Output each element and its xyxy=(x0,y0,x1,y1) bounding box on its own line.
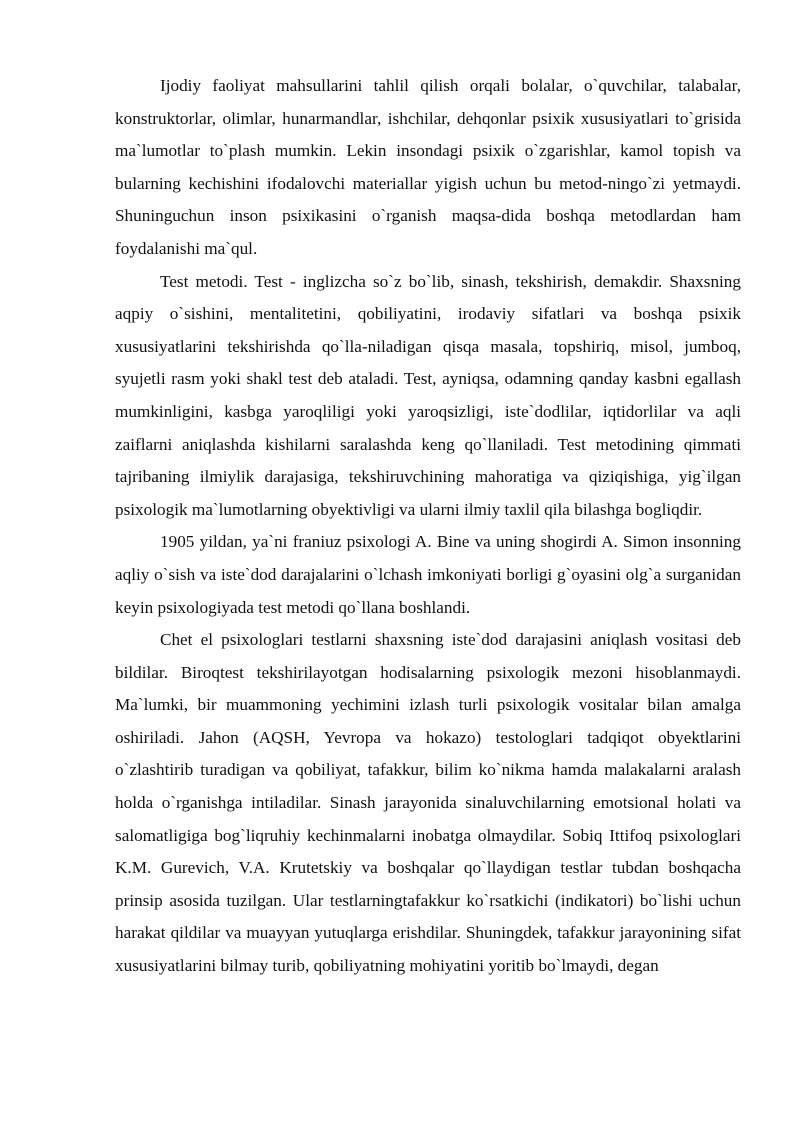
paragraph-2: Test metodi. Test - inglizcha so`z bo`lib, sinash, tekshirish, demakdir. Shaxsning aqpiy o`sishini, mentalitetini, qobiliyatini, irodaviy sifatlari va boshqa psixik xususiyatlarini tekshirishda qo`lla-niladigan qisqa masala, topshiriq, misol, jumboq, syujetli rasm yoki shakl test deb ataladi. Test, ayniqsa, odamning qanday kasbni egallash mumkinligini, kasbga yaroqliligi yoki yaroqsizligi, iste`dodlilar, iqtidorlilar va aqli zaiflarni aniqlashda kishilarni saralashda keng qo`llaniladi. Test metodining qimmati tajribaning ilmiylik darajasiga, tekshiruvchining mahoratiga va qiziqishiga, yig`ilgan psixologik ma`lumotlarning obyektivligi va ularni ilmiy taxlil qila bilashga bogliqdir. xyxy=(115,271,741,519)
paragraph-3: 1905 yildan, ya`ni franiuz psixologi A. Bine va uning shogirdi A. Simon insonning aqliy o`sish va iste`dod darajalarini o`lchash imkoniyati borligi g`oyasini olg`a surganidan keyin psixologiyada test metodi qo`llana boshlandi. xyxy=(115,532,741,617)
document-page xyxy=(115,70,741,983)
paragraph-1: Ijodiy faoliyat mahsullarini tahlil qilish orqali bolalar, o`quvchilar, talabalar, konstruktorlar, olimlar, hunarmandlar, ishchilar, dehqonlar psixik xususiyatlari to`grisida ma`lumotlar to`plash mumkin. Lekin insondagi psixik o`zgarishlar, kamol topish va bularning kechishini ifodalovchi materiallar yigish uchun bu metod-ningo`zi yetmaydi. Shuninguchun inson psixikasini o`rganish maqsa-dida boshqa metodlardan ham foydalanishi ma`qul. xyxy=(115,76,741,258)
paragraph-4: Chet el psixologlari testlarni shaxsning iste`dod darajasini aniqlash vositasi deb bildilar. Biroqtest tekshirilayotgan hodisalarning psixologik mezoni hisoblanmaydi. Ma`lumki, bir muammoning yechimini izlash turli psixologik vositalar bilan amalga oshiriladi. Jahon (AQSH, Yevropa va hokazo) testologlari tadqiqot obyektlarini o`zlashtirib turadigan va qobiliyat, tafakkur, bilim ko`nikma hamda malakalarni aralash holda o`rganishga intiladilar. Sinash jarayonida sinaluvchilarning emotsional holati va salomatligiga bog`liqruhiy kechinmalarni inobatga olmaydilar. Sobiq Ittifoq psixologlari K.M. Gurevich, V.A. Krutetskiy va boshqalar qo`llaydigan testlar tubdan boshqacha prinsip asosida tuzilgan. Ular testlarningtafakkur ko`rsatkichi (indikatori) bo`lishi uchun harakat qildilar va muayyan yutuqlarga erishdilar. Shuningdek, tafakkur jarayonining sifat xususiyatlarini bilmay turib, qobiliyatning mohiyatini yoritib bo`lmaydi, degan xyxy=(115,630,741,976)
